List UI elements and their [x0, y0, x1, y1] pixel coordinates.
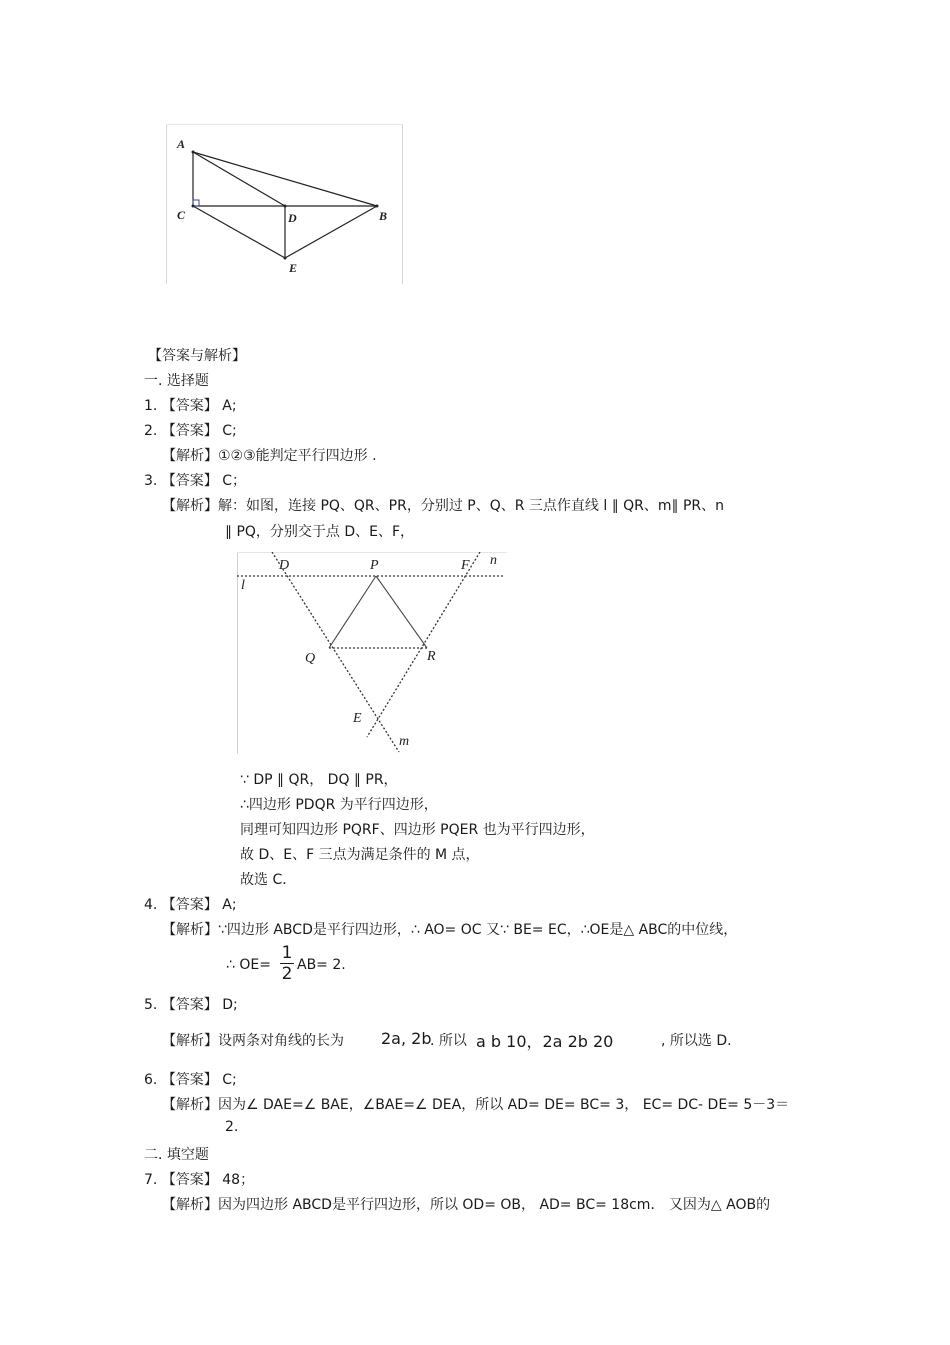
- label-D: D: [288, 211, 297, 225]
- label-B: B: [379, 209, 388, 223]
- fraction-denominator: 2: [281, 964, 293, 984]
- label-P: P: [370, 558, 379, 573]
- section-title-choice: 一. 选择题: [144, 373, 209, 389]
- proof-line-1: ∵ DP ∥ QR， DQ ∥ PR，: [240, 772, 398, 788]
- answer-6: 6. 【答案】 C;: [144, 1072, 237, 1088]
- explanation-4: 【解析】∵四边形 ABCD是平行四边形，∴ AO= OC 又∵ BE= EC，∴OE是△ ABC的中位线，: [162, 922, 738, 938]
- explanation-6-line2: 2.: [225, 1119, 239, 1135]
- explanation-3-line1: 【解析】解：如图，连接 PQ、QR、PR，分别过 P、Q、R 三点作直线 l ∥ QR、m∥ PR、n: [162, 498, 725, 514]
- oe-equation-suffix: AB= 2.: [297, 957, 346, 973]
- label-C: C: [177, 208, 186, 222]
- answer-2: 2. 【答案】 C;: [144, 423, 237, 439]
- label-l: l: [241, 578, 245, 593]
- answer-5: 5. 【答案】 D;: [144, 997, 238, 1013]
- label-R: R: [427, 649, 436, 664]
- explanation-3-line2: ∥ PQ，分别交于点 D、E、F，: [225, 524, 415, 540]
- explanation-5-text-c: , 所以选 D.: [661, 1033, 732, 1049]
- fraction-numerator: 1: [281, 943, 293, 963]
- triangle-figure: [166, 124, 403, 284]
- label-D: D: [279, 558, 290, 573]
- answer-heading: 【答案与解析】: [148, 348, 246, 364]
- explanation-5-math-1: 2a, 2b: [381, 1029, 432, 1048]
- proof-line-3: 同理可知四边形 PQRF、四边形 PQER 也为平行四边形，: [240, 822, 595, 838]
- label-E: E: [289, 261, 298, 275]
- answer-4: 4. 【答案】 A;: [144, 897, 237, 913]
- label-n: n: [490, 553, 497, 568]
- label-F: F: [461, 558, 470, 573]
- explanation-5-text-b: . 所以: [430, 1033, 467, 1049]
- proof-line-5: 故选 C．: [240, 872, 297, 888]
- explanation-6-line1: 【解析】因为∠ DAE=∠ BAE，∠BAE=∠ DEA，所以 AD= DE= BC= 3， EC= DC- DE= 5－3＝: [162, 1097, 790, 1113]
- explanation-2: 【解析】①②③能判定平行四边形 .: [162, 448, 377, 464]
- label-m: m: [399, 734, 410, 749]
- proof-line-4: 故 D、E、F 三点为满足条件的 M 点，: [240, 847, 480, 863]
- label-A: A: [177, 137, 186, 151]
- answer-1: 1. 【答案】 A;: [144, 398, 237, 414]
- answer-3: 3. 【答案】 C；: [144, 473, 247, 489]
- section-title-fill: 二. 填空题: [144, 1147, 209, 1163]
- fraction-one-half: [280, 944, 294, 983]
- explanation-7: 【解析】因为四边形 ABCD是平行四边形，所以 OD= OB， AD= BC= 18cm． 又因为△ AOB的: [162, 1197, 771, 1213]
- explanation-5-math-2: a b 10，2a 2b 20: [476, 1032, 614, 1051]
- proof-line-2: ∴四边形 PDQR 为平行四边形，: [240, 797, 438, 813]
- parallelogram-figure: [237, 552, 507, 754]
- oe-equation-prefix: ∴ OE=: [226, 957, 271, 973]
- label-E: E: [353, 711, 362, 726]
- answer-7: 7. 【答案】 48；: [144, 1172, 255, 1188]
- explanation-5-text-a: 【解析】设两条对角线的长为: [162, 1033, 344, 1049]
- label-Q: Q: [305, 651, 316, 666]
